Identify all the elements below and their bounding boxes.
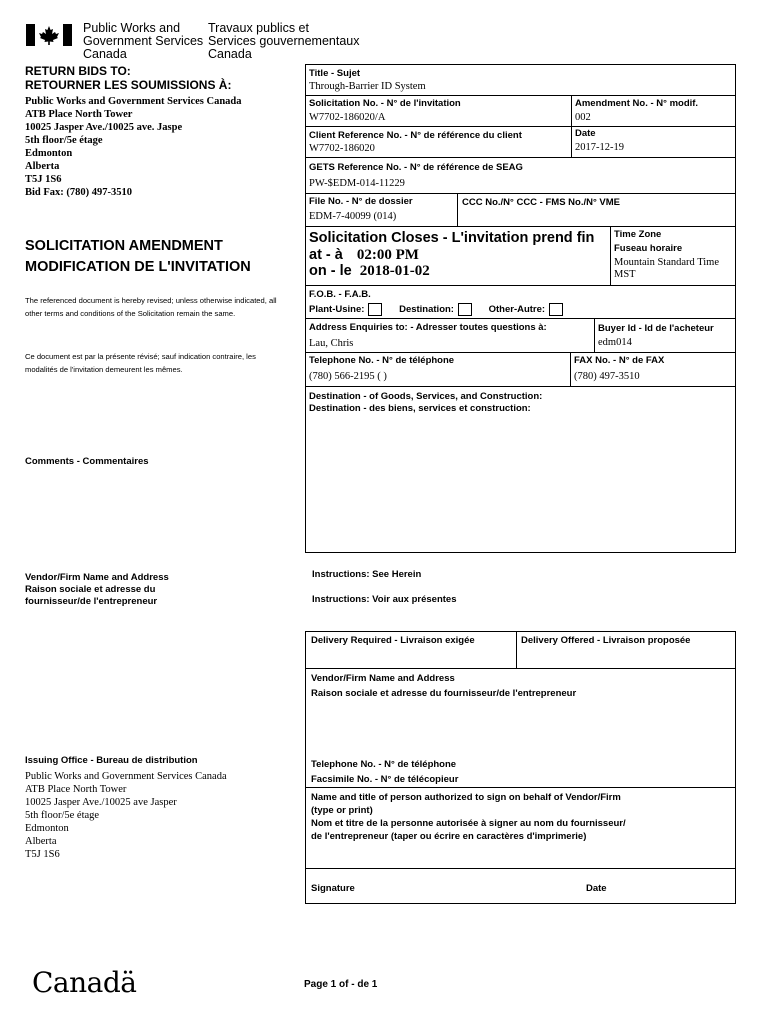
time-zone-value: Mountain Standard Time MST	[614, 257, 720, 280]
address-enquiries-label: Address Enquiries to: - Adresser toutes questions à:	[309, 322, 547, 333]
gets-reference-value: PW-$EDM-014-11229	[309, 178, 405, 189]
issuing-office-label: Issuing Office - Bureau de distribution	[25, 755, 198, 766]
destination-checkbox[interactable]	[458, 303, 472, 316]
vendor-fax-label: Facsimile No. - N° de télécopieur	[311, 774, 459, 785]
client-reference-label: Client Reference No. - N° de référence du client	[309, 130, 522, 141]
solicitation-value: W7702-186020/A	[309, 112, 386, 123]
client-reference-value: W7702-186020	[309, 143, 375, 154]
fax-label: FAX No. - N° de FAX	[574, 355, 665, 366]
canada-flag-icon	[26, 24, 72, 46]
department-name-en: Public Works and Government Services Canada	[83, 21, 204, 61]
vendor-firm-label: Vendor/Firm Name and Address Raison sociale et adresse du fournisseur/de l'entrepreneur	[25, 572, 169, 607]
page-number: Page 1 of - de 1	[304, 979, 378, 990]
instructions-en: Instructions: See Herein	[312, 569, 422, 580]
issuing-office-address: Public Works and Government Services Canada ATB Place North Tower 10025 Jasper Ave./10025 ave Jasper 5th floor/5e étage Edmonton Alberta T5J 1S6	[25, 771, 227, 860]
ccc-number-label: CCC No./N° CCC - FMS No./N° VME	[462, 197, 621, 208]
date-label: Date	[575, 128, 596, 139]
delivery-offered-label: Delivery Offered - Livraison proposée	[521, 635, 691, 646]
fax-value: (780) 497-3510	[574, 371, 640, 382]
buyer-id-label: Buyer Id - Id de l'acheteur	[598, 323, 714, 334]
fob-options: Plant-Usine: Destination: Other-Autre:	[309, 303, 563, 316]
time-zone-label: Time Zone	[614, 229, 662, 240]
comments-label: Comments - Commentaires	[25, 456, 149, 467]
destination-label-en: Destination - of Goods, Services, and Construction:	[309, 391, 543, 402]
amendment-note-fr: Ce document est par la présente révisé; sauf indication contraire, les modalités de l'invitation demeurent les mêmes.	[25, 352, 256, 374]
amendment-title: SOLICITATION AMENDMENT MODIFICATION DE L'INVITATION	[25, 238, 251, 275]
date-value: 2017-12-19	[575, 142, 624, 153]
title-value: Through-Barrier ID System	[309, 81, 426, 92]
return-bids-block	[25, 64, 242, 199]
authorized-person-label: Name and title of person authorized to sign on behalf of Vendor/Firm (type or print) Nom et titre de la personne autorisée à signer au nom du fournisseur/ de l'entrepreneur (taper ou écrire en caractères d'imprimerie)	[311, 792, 626, 842]
instructions-fr: Instructions: Voir aux présentes	[312, 594, 457, 605]
amendment-note-en: The referenced document is hereby revised; unless otherwise indicated, all other terms and conditions of the Solicitation remain the same.	[25, 296, 277, 318]
telephone-value: (780) 566-2195 ( )	[309, 371, 387, 382]
closes-date: on - le 2018-01-02	[309, 263, 430, 279]
solicitation-label: Solicitation No. - N° de l'invitation	[309, 98, 461, 109]
address-enquiries-value: Lau, Chris	[309, 338, 354, 349]
return-bids-title-en: RETURN BIDS TO:	[25, 64, 131, 78]
delivery-required-label: Delivery Required - Livraison exigée	[311, 635, 475, 646]
time-zone-label-fr: Fuseau horaire	[614, 243, 683, 254]
signature-date-label: Date	[586, 883, 607, 894]
title-label: Title - Sujet	[309, 68, 361, 79]
amendment-value: 002	[575, 112, 591, 123]
solicitation-closes-label: Solicitation Closes - L'invitation prend fin	[309, 230, 595, 246]
fob-label: F.O.B. - F.A.B.	[309, 289, 371, 300]
canada-wordmark: Canadä	[32, 966, 137, 999]
signature-label: Signature	[311, 883, 355, 894]
return-bids-address: Public Works and Government Services Canada ATB Place North Tower 10025 Jasper Ave./10025 ave. Jaspe 5th floor/5e étage Edmonton Alberta T5J 1S6 Bid Fax: (780) 497-3510	[25, 96, 242, 198]
amendment-label: Amendment No. - N° modif.	[575, 98, 699, 109]
file-number-value: EDM-7-40099 (014)	[309, 211, 397, 222]
file-number-label: File No. - N° de dossier	[309, 196, 413, 207]
return-bids-title-fr: RETOURNER LES SOUMISSIONS À:	[25, 78, 232, 92]
vendor-name-label-fr: Raison sociale et adresse du fournisseur/de l'entrepreneur	[311, 688, 577, 699]
vendor-telephone-label: Telephone No. - N° de téléphone	[311, 759, 457, 770]
vendor-name-label-en: Vendor/Firm Name and Address	[311, 673, 455, 684]
plant-checkbox[interactable]	[368, 303, 382, 316]
other-checkbox[interactable]	[549, 303, 563, 316]
department-name-fr: Travaux publics et Services gouvernementaux Canada	[208, 21, 360, 61]
gets-reference-label: GETS Reference No. - N° de référence de SEAG	[309, 162, 523, 173]
closes-time: at - à 02:00 PM	[309, 247, 419, 263]
buyer-id-value: edm014	[598, 337, 632, 348]
telephone-label: Telephone No. - N° de téléphone	[309, 355, 455, 366]
destination-label-fr: Destination - des biens, services et construction:	[309, 403, 531, 414]
